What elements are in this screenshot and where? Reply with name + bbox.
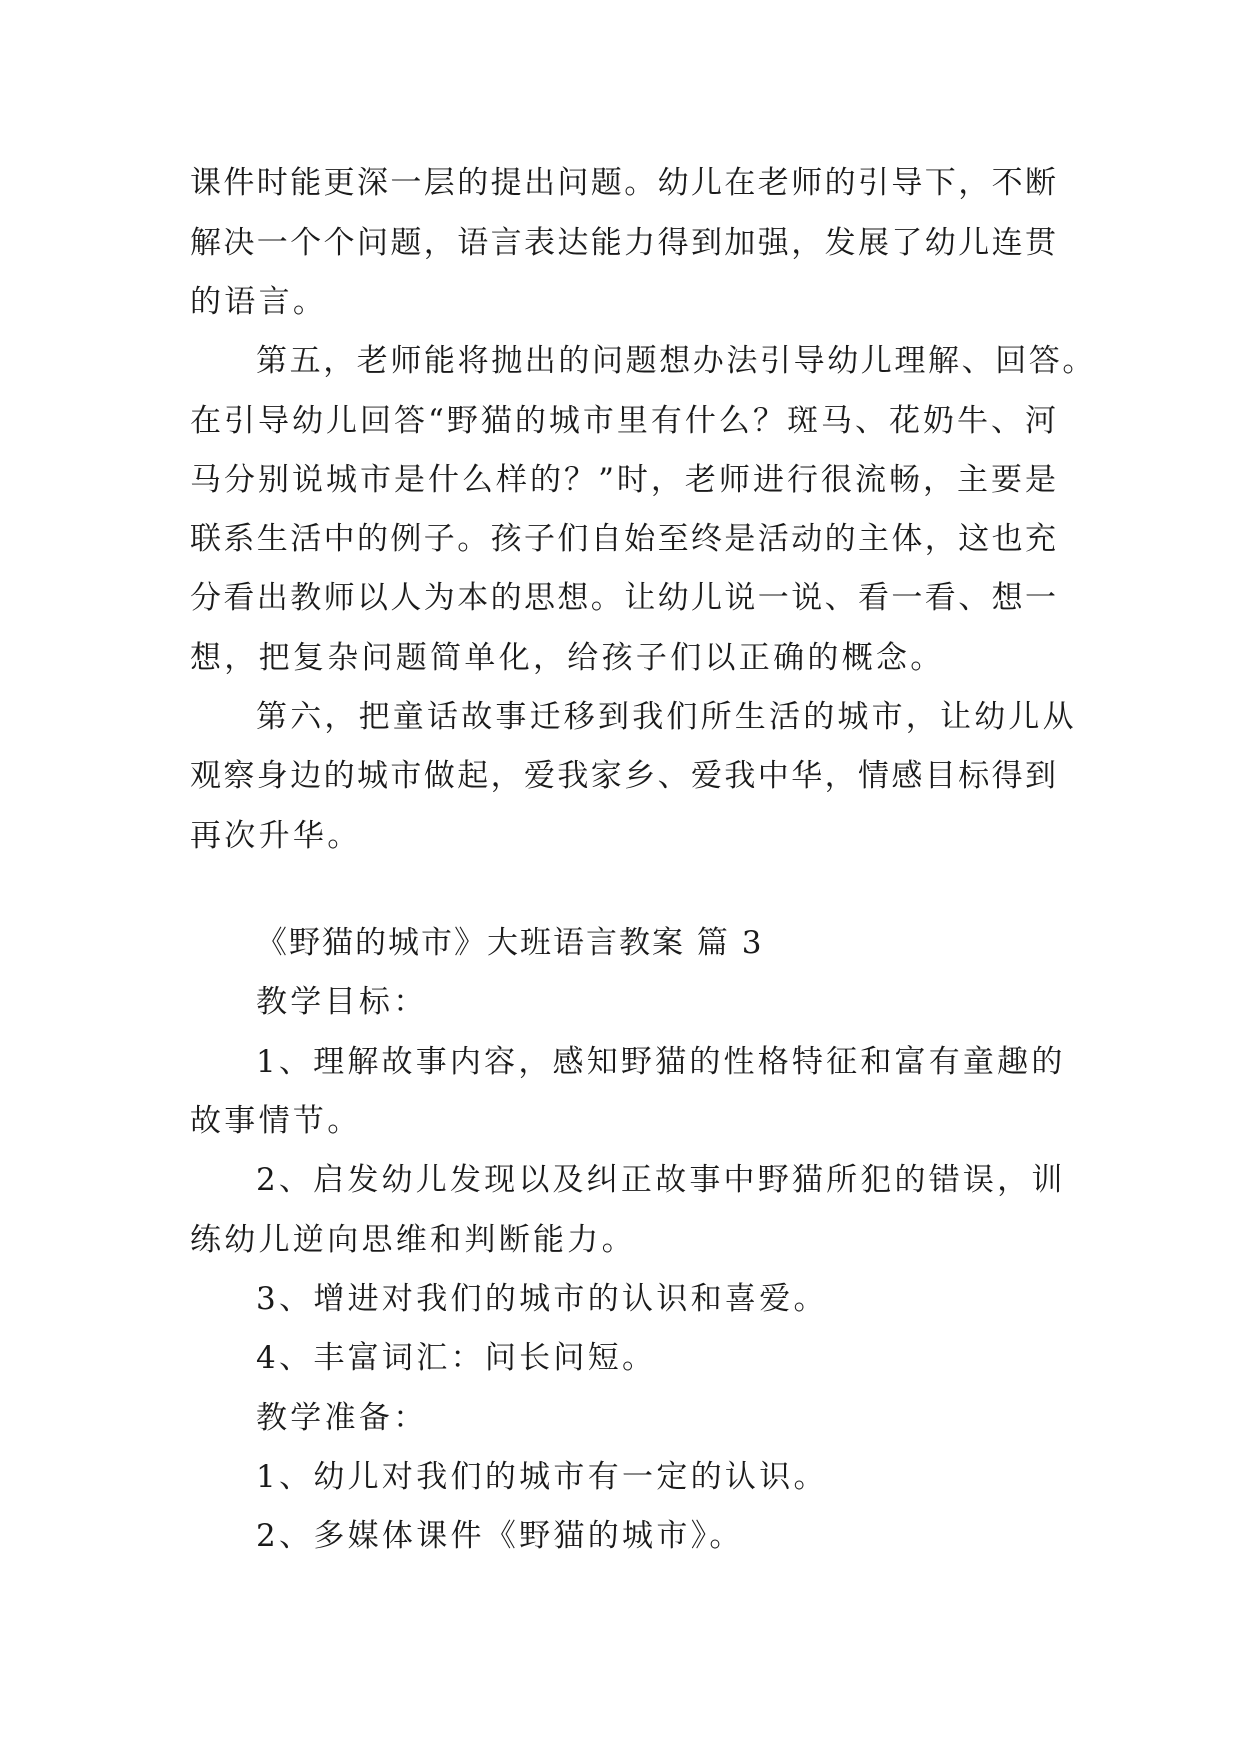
paragraph-line: 课件时能更深一层的提出问题。幼儿在老师的引导下，不断 [190,165,1056,201]
paragraph-line: 练幼儿逆向思维和判断能力。 [190,1222,636,1258]
paragraph-line: 分看出教师以人为本的思想。让幼儿说一说、看一看、想一 [190,580,1056,616]
paragraph-line: 1、幼儿对我们的城市有一定的认识。 [256,1459,828,1495]
subheading: 教学准备： [256,1400,428,1436]
paragraph-line: 马分别说城市是什么样的？”时，老师进行很流畅，主要是 [190,462,1056,498]
paragraph-line: 2、启发幼儿发现以及纠正故事中野猫所犯的错误，训 [256,1162,1066,1198]
section-heading: 《野猫的城市》大班语言教案 篇 3 [256,925,764,961]
paragraph-line: 2、多媒体课件《野猫的城市》。 [256,1518,744,1554]
paragraph-line: 3、增进对我们的城市的认识和喜爱。 [256,1281,828,1317]
paragraph-line: 想，把复杂问题简单化，给孩子们以正确的概念。 [190,640,945,676]
paragraph-line: 第六，把童话故事迁移到我们所生活的城市，让幼儿从 [256,699,1077,735]
paragraph-line: 联系生活中的例子。孩子们自始至终是活动的主体，这也充 [190,521,1056,557]
paragraph-line: 1、理解故事内容，感知野猫的性格特征和富有童趣的 [256,1044,1066,1080]
subheading: 教学目标： [256,984,428,1020]
paragraph-line: 在引导幼儿回答“野猫的城市里有什么？斑马、花奶牛、河 [190,403,1056,439]
paragraph-line: 观察身边的城市做起，爱我家乡、爱我中华，情感目标得到 [190,758,1056,794]
paragraph-line: 4、丰富词汇：问长问短。 [256,1340,657,1376]
paragraph-line: 故事情节。 [190,1103,362,1139]
paragraph-line: 再次升华。 [190,818,362,854]
paragraph-line: 的语言。 [190,284,328,320]
paragraph-line: 第五，老师能将抛出的问题想办法引导幼儿理解、回答。 [256,343,1096,379]
paragraph-line: 解决一个个问题，语言表达能力得到加强，发展了幼儿连贯 [190,225,1056,261]
